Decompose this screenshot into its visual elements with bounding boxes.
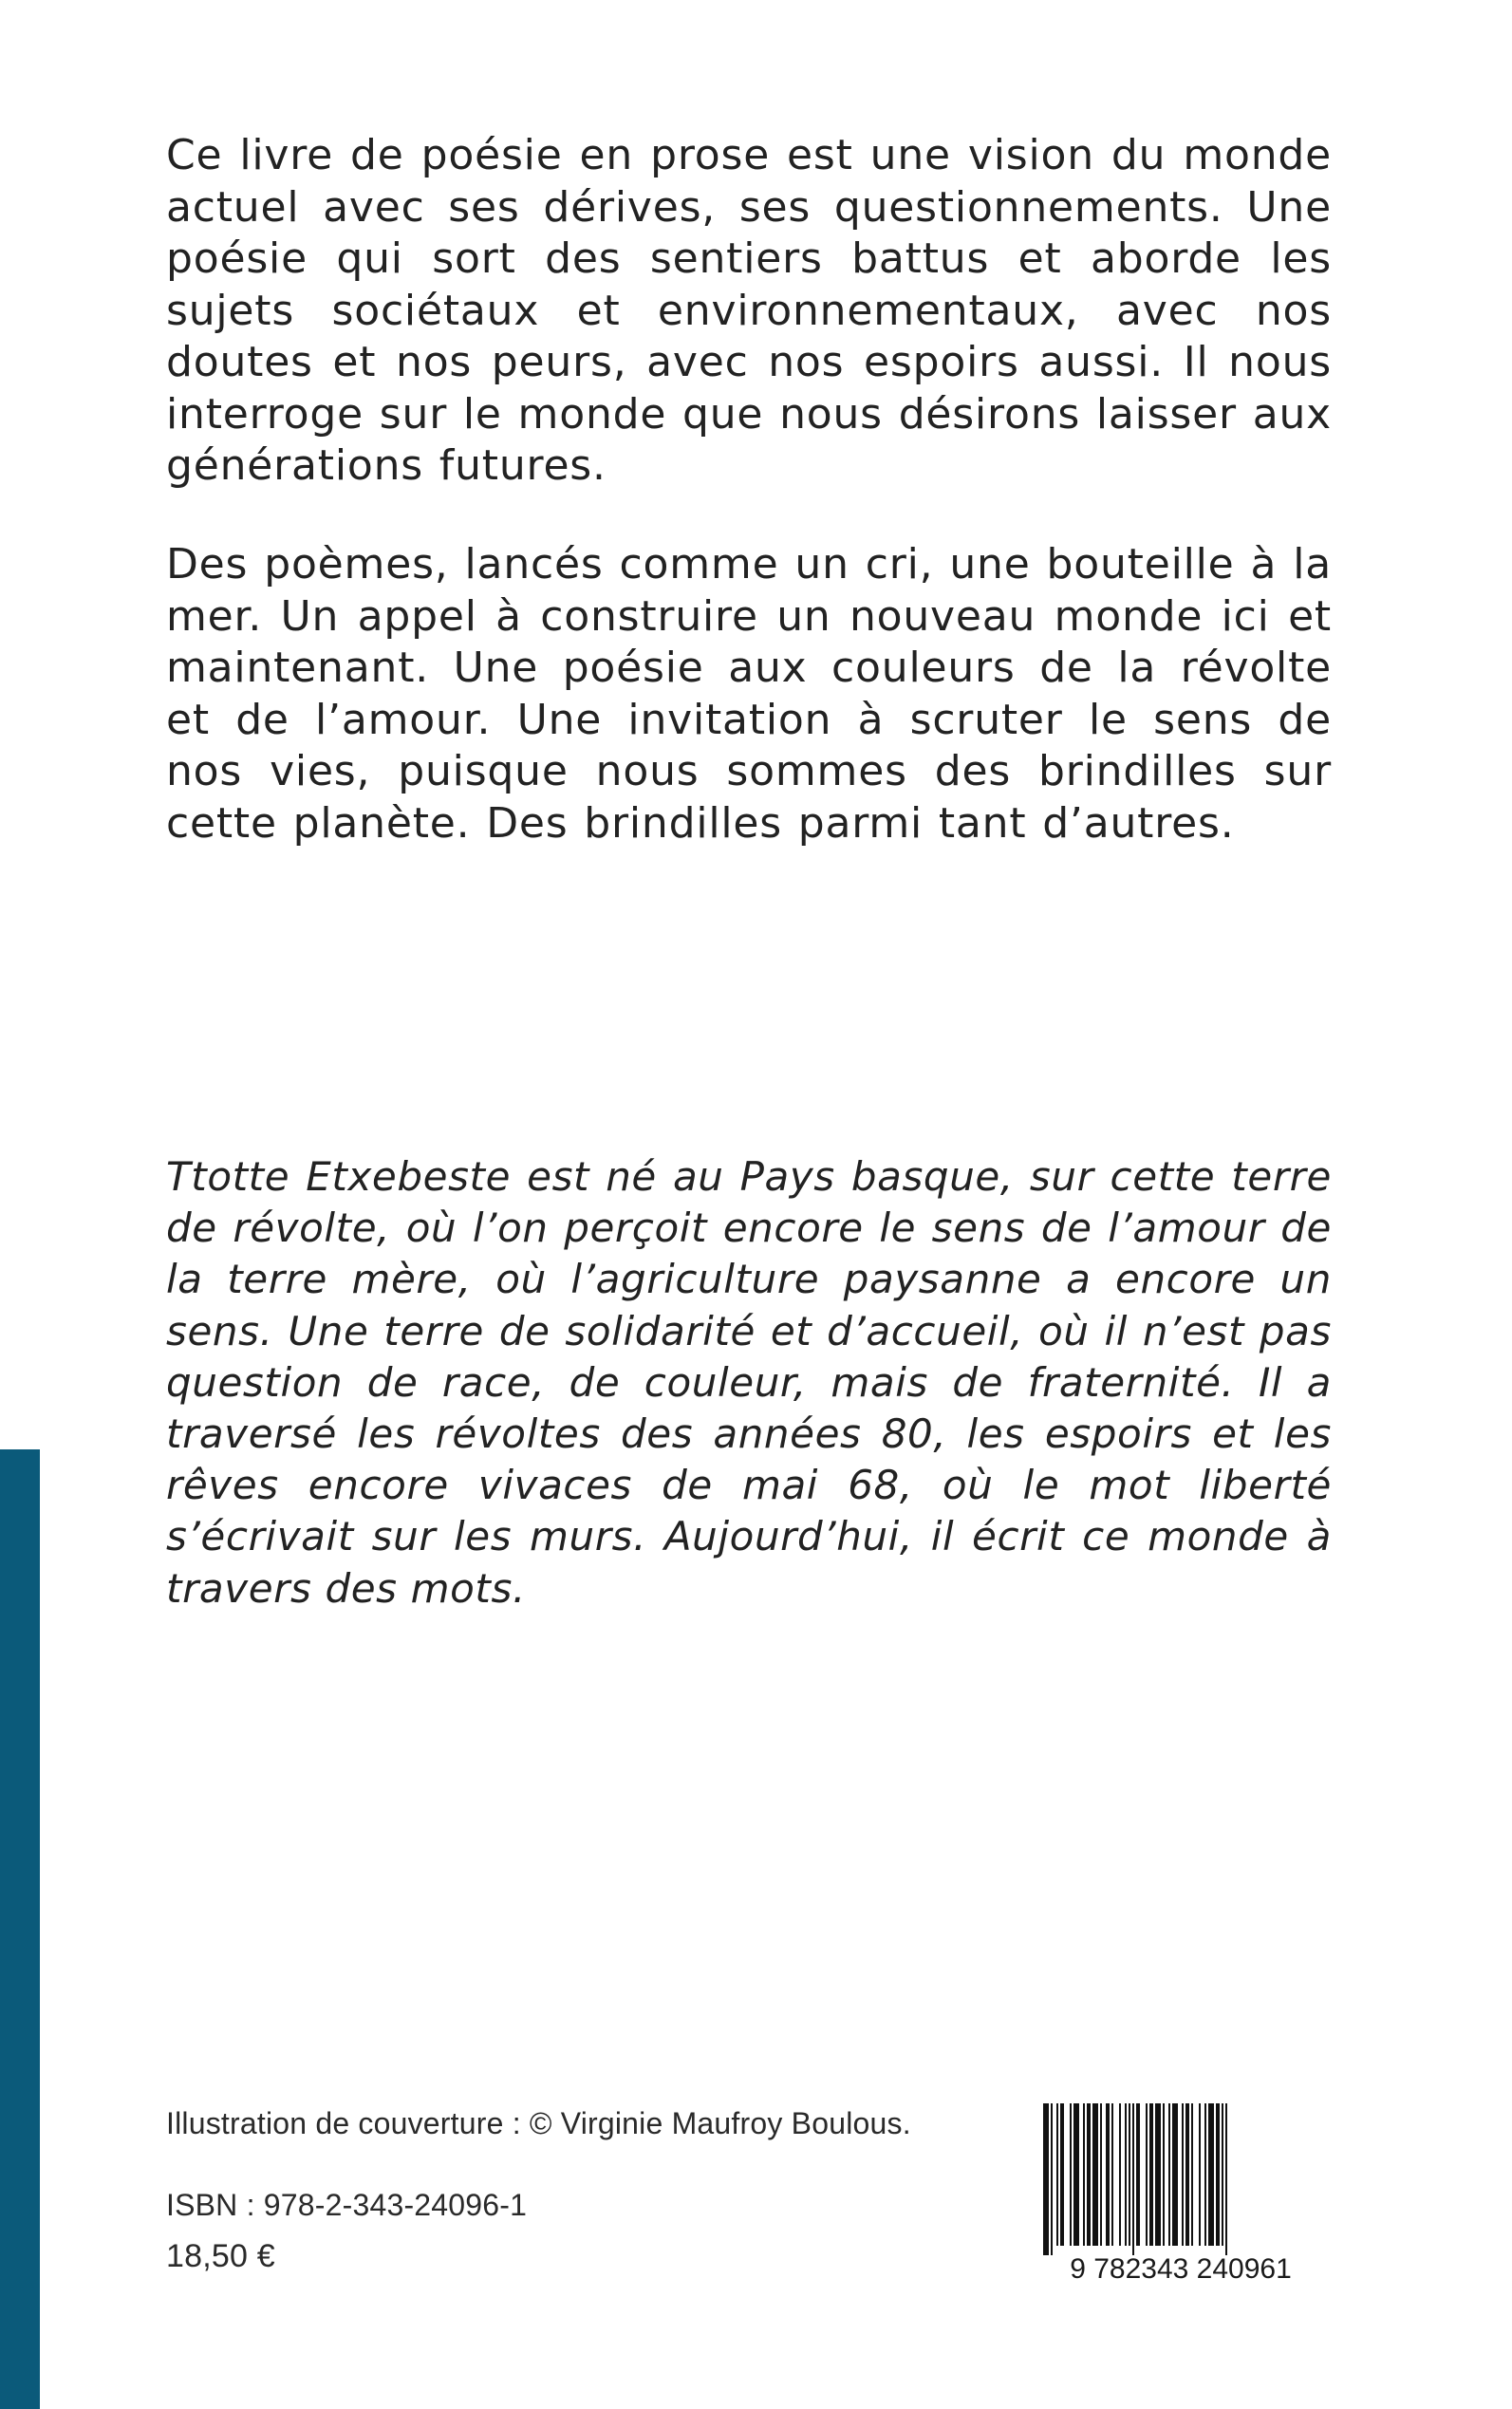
barcode-bar bbox=[1182, 2103, 1184, 2246]
barcode-bar bbox=[1119, 2103, 1121, 2246]
barcode-bar bbox=[1172, 2103, 1178, 2246]
barcode-bar bbox=[1185, 2103, 1189, 2246]
barcode-bars bbox=[1043, 2103, 1227, 2255]
barcode-bar bbox=[1073, 2103, 1079, 2246]
barcode-bar bbox=[1225, 2103, 1227, 2255]
barcode bbox=[1039, 2100, 1322, 2286]
barcode-bar bbox=[1043, 2103, 1049, 2255]
barcode-bar bbox=[1132, 2103, 1134, 2255]
cover-edge-strip bbox=[0, 1449, 40, 2409]
barcode-bar bbox=[1106, 2103, 1110, 2246]
author-name: Ttotte Etxebeste bbox=[166, 1153, 512, 1200]
barcode-bar bbox=[1060, 2103, 1064, 2246]
barcode-bar bbox=[1168, 2103, 1170, 2246]
barcode-bar bbox=[1146, 2103, 1148, 2246]
barcode-bar bbox=[1136, 2103, 1140, 2246]
cover-illustration-credit: Illustration de couverture : © Virginie Maufroy Boulous. bbox=[166, 2106, 911, 2140]
barcode-bar bbox=[1125, 2103, 1127, 2246]
barcode-bar bbox=[1222, 2103, 1223, 2246]
barcode-bar bbox=[1129, 2103, 1130, 2246]
barcode-bar bbox=[1149, 2103, 1153, 2246]
barcode-bar bbox=[1070, 2103, 1072, 2246]
barcode-number: 9 782343 240961 bbox=[1070, 2253, 1292, 2285]
barcode-graphic bbox=[1039, 2100, 1322, 2286]
author-bio bbox=[166, 1151, 1332, 1615]
barcode-bar bbox=[1092, 2103, 1098, 2246]
barcode-bar bbox=[1191, 2103, 1193, 2246]
barcode-bar bbox=[1056, 2103, 1058, 2246]
barcode-bar bbox=[1111, 2103, 1113, 2246]
price-label: 18,50 € bbox=[166, 2238, 275, 2274]
barcode-bar bbox=[1216, 2103, 1220, 2246]
blurb-paragraph-2: Des poèmes, lancés comme un cri, une bouteille à la mer. Un appel à construire un nouveau monde ici et maintenant. Une poésie aux couleurs de la révolte et de l’amour. Une invitation à scruter le sens de nos vies, puisque nous sommes des brindilles sur cette planète. Des brindilles parmi tant d’autres. bbox=[166, 540, 1332, 848]
blurb-paragraph-1: Ce livre de poésie en prose est une vision du monde actuel avec ses dérives, ses questionnements. Une poésie qui sort des sentiers battus et aborde les sujets sociétaux et environnementaux, avec nos doutes et nos peurs, avec nos espoirs aussi. Il nous interroge sur le monde que nous désirons laisser aux générations futures. bbox=[166, 131, 1332, 490]
barcode-bar bbox=[1155, 2103, 1161, 2246]
barcode-bar bbox=[1051, 2103, 1053, 2255]
barcode-bar bbox=[1199, 2103, 1201, 2246]
barcode-bar bbox=[1204, 2103, 1206, 2246]
barcode-bar bbox=[1100, 2103, 1102, 2246]
isbn-label: ISBN : 978-2-343-24096-1 bbox=[166, 2188, 528, 2222]
barcode-bar bbox=[1087, 2103, 1091, 2246]
barcode-bar bbox=[1083, 2103, 1085, 2246]
barcode-bar bbox=[1163, 2103, 1165, 2246]
barcode-bar bbox=[1208, 2103, 1214, 2246]
author-bio-text: est né au Pays basque, sur cette terre de révolte, où l’on perçoit encore le sens de l’amour de la terre mère, où l’agriculture paysanne a encore un sens. Une terre de solidarité et d’accueil, où il n’est pas question de race, de couleur, mais de fraternité. Il a traversé les révoltes des années 80, les espoirs et les rêves encore vivaces de mai 68, où le mot liberté s’écrivait sur les murs. Aujourd’hui, il écrit ce monde à travers des mots. bbox=[166, 1153, 1332, 1612]
